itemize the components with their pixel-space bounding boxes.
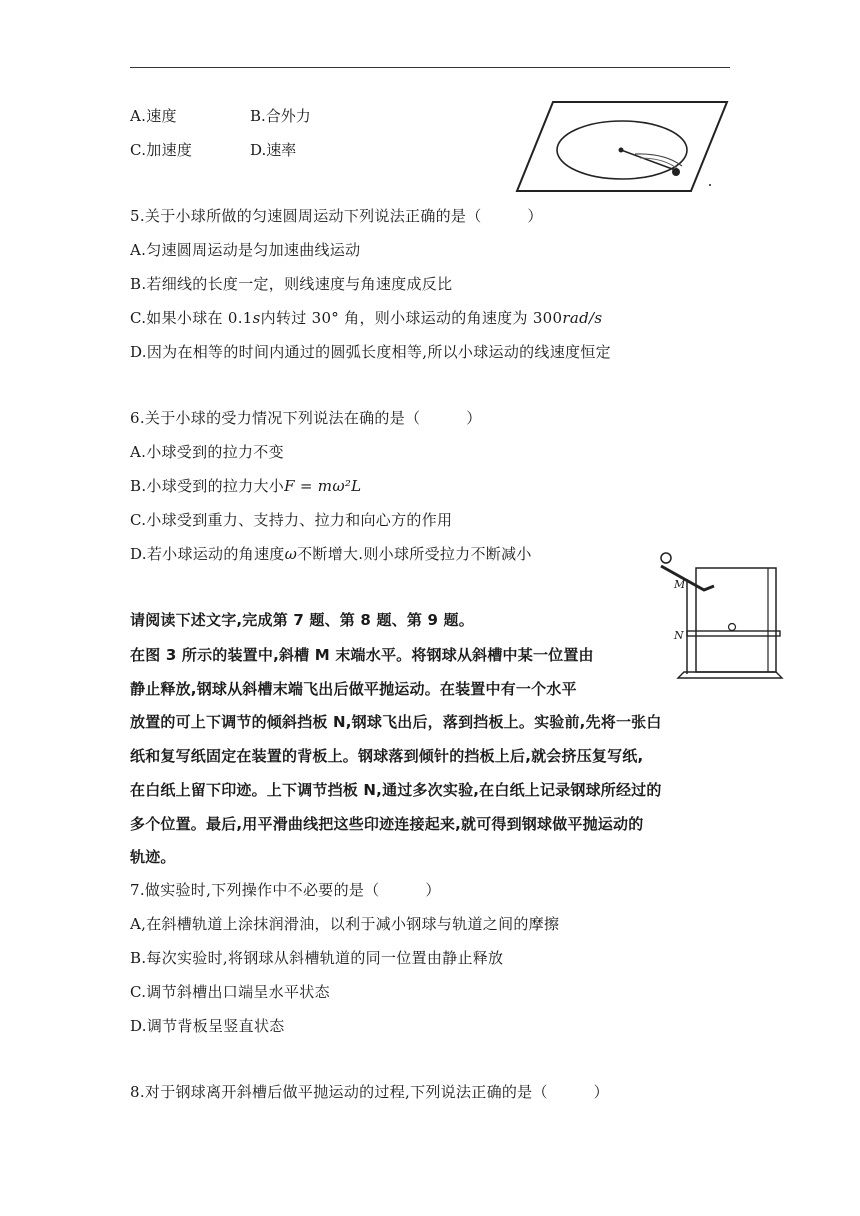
q4-option-c: C.加速度 xyxy=(130,141,193,159)
passage-line-2: 在图 3 所示的装置中,斜槽 M 末端水平。将钢球从斜槽中某一位置由 xyxy=(130,646,594,664)
q7-stem: 7.做实验时,下列操作中不必要的是（ ） xyxy=(130,881,441,899)
q5-option-b: B.若细线的长度一定，则线速度与角速度成反比 xyxy=(130,275,453,293)
q7-option-a: A,在斜槽轨道上涂抹润滑油，以利于减小钢球与轨道之间的摩擦 xyxy=(130,915,560,933)
passage-line-3: 静止释放,钢球从斜槽末端飞出后做平抛运动。在装置中有一个水平 xyxy=(130,680,577,698)
q6-option-a: A.小球受到的拉力不变 xyxy=(130,443,284,461)
q6-option-b: B.小球受到的拉力大小F = mω²L xyxy=(130,477,362,495)
label-m: M xyxy=(674,578,686,591)
q6-option-d: D.若小球运动的角速度ω不断增大.则小球所受拉力不断减小 xyxy=(130,545,532,563)
passage-line-8: 轨迹。 xyxy=(130,848,176,866)
circular-motion-figure xyxy=(515,98,730,194)
q5-option-d: D.因为在相等的时间内通过的圆弧长度相等,所以小球运动的线速度恒定 xyxy=(130,343,611,361)
q5-stem: 5.关于小球所做的匀速圆周运动下列说法正确的是（ ） xyxy=(130,207,543,225)
label-n: N xyxy=(674,629,684,642)
q8-stem: 8.对于钢球离开斜槽后做平抛运动的过程,下列说法正确的是（ ） xyxy=(130,1083,609,1101)
passage-line-4: 放置的可上下调节的倾斜挡板 N,钢球飞出后，落到挡板上。实验前,先将一张白 xyxy=(130,713,662,731)
header-rule xyxy=(130,67,730,68)
q4-option-a: A.速度 xyxy=(130,107,177,125)
q5-option-a: A.匀速圆周运动是匀加速曲线运动 xyxy=(130,241,361,259)
passage-line-7: 多个位置。最后,用平滑曲线把这些印迹连接起来,就可得到钢球做平抛运动的 xyxy=(130,815,644,833)
q7-option-c: C.调节斜槽出口端呈水平状态 xyxy=(130,983,330,1001)
q4-option-b: B.合外力 xyxy=(250,107,311,125)
projectile-apparatus-figure xyxy=(654,546,786,682)
q7-option-d: D.调节背板呈竖直状态 xyxy=(130,1017,285,1035)
passage-line-1: 请阅读下述文字,完成第 7 题、第 8 题、第 9 题。 xyxy=(130,611,474,629)
q6-option-c: C.小球受到重力、支持力、拉力和向心方的作用 xyxy=(130,511,453,529)
passage-line-6: 在白纸上留下印迹。上下调节挡板 N,通过多次实验,在白纸上记录钢球所经过的 xyxy=(130,781,662,799)
q4-option-d: D.速率 xyxy=(250,141,297,159)
passage-line-5: 纸和复写纸固定在装置的背板上。钢球落到倾针的挡板上后,就会挤压复写纸, xyxy=(130,747,644,765)
q5-option-c: C.如果小球在 0.1s内转过 30° 角，则小球运动的角速度为 300rad/s xyxy=(130,309,603,327)
q6-stem: 6.关于小球的受力情况下列说法在确的是（ ） xyxy=(130,409,482,427)
q7-option-b: B.每次实验时,将钢球从斜槽轨道的同一位置由静止释放 xyxy=(130,949,504,967)
